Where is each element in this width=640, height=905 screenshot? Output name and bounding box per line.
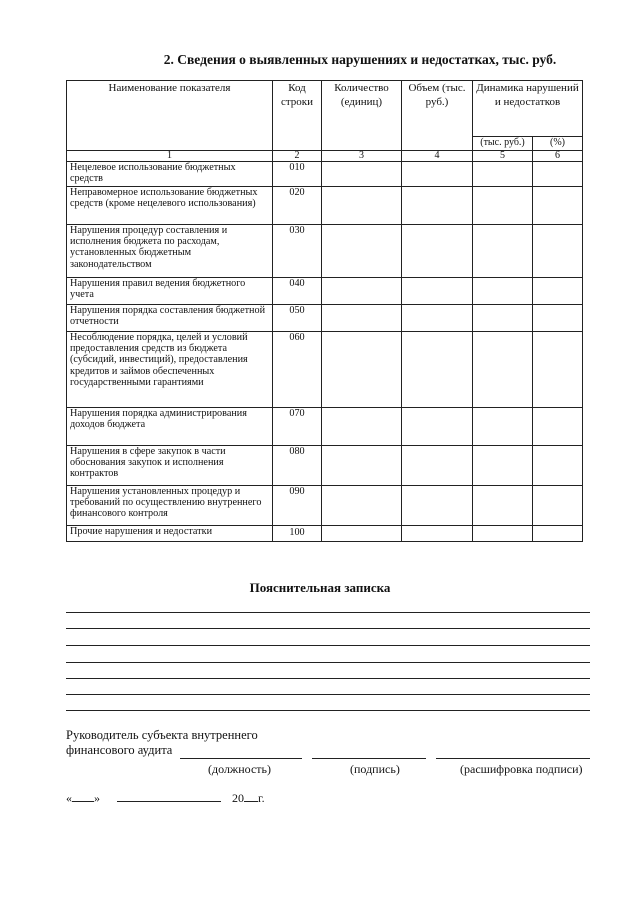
row-name: Нарушения порядка составления бюджетной отчетности [67, 305, 273, 332]
header-quantity: Количество (единиц) [322, 81, 402, 151]
header-name: Наименование показателя [67, 81, 273, 151]
cell-volume[interactable] [402, 187, 473, 225]
signature-title-line2: финансового аудита [66, 743, 173, 757]
column-number: 3 [322, 151, 402, 162]
caption-decoding: (расшифровка подписи) [460, 762, 583, 776]
cell-dyn-percent[interactable] [533, 332, 583, 408]
column-number: 6 [533, 151, 583, 162]
cell-dyn-percent[interactable] [533, 408, 583, 446]
cell-dyn-percent[interactable] [533, 187, 583, 225]
row-name: Нарушения порядка администрирования доходов бюджета [67, 408, 273, 446]
cell-dyn-thousand[interactable] [473, 332, 533, 408]
cell-dyn-thousand[interactable] [473, 408, 533, 446]
note-line[interactable] [66, 612, 590, 613]
note-line[interactable] [66, 678, 590, 679]
row-code: 030 [273, 225, 322, 278]
cell-volume[interactable] [402, 446, 473, 486]
column-number: 5 [473, 151, 533, 162]
note-line[interactable] [66, 710, 590, 711]
cell-volume[interactable] [402, 526, 473, 542]
row-name: Неправомерное использование бюджетных средств (кроме нецелевого использования) [67, 187, 273, 225]
signature-title-line1: Руководитель субъекта внутреннего [66, 728, 258, 742]
cell-volume[interactable] [402, 408, 473, 446]
date-open-quote: « [66, 791, 72, 805]
row-name: Несоблюдение порядка, целей и условий предоставления средств из бюджета (субсидий, инвестиций), предоставления кредитов и займов обеспеченных государственными гарантиями [67, 332, 273, 408]
cell-quantity[interactable] [322, 187, 402, 225]
row-name: Нарушения процедур составления и исполнения бюджета по расходам, установленных бюджетным законодательством [67, 225, 273, 278]
row-name: Нарушения в сфере закупок в части обоснования закупок и исполнения контрактов [67, 446, 273, 486]
cell-quantity[interactable] [322, 305, 402, 332]
note-line[interactable] [66, 662, 590, 663]
cell-quantity[interactable] [322, 526, 402, 542]
cell-quantity[interactable] [322, 486, 402, 526]
header-dyn-thousand: (тыс. руб.) [473, 137, 533, 151]
date-close-quote: » [94, 791, 100, 805]
cell-dyn-thousand[interactable] [473, 162, 533, 187]
table-row [67, 408, 583, 446]
cell-dyn-percent[interactable] [533, 446, 583, 486]
cell-dyn-thousand[interactable] [473, 526, 533, 542]
row-code: 040 [273, 278, 322, 305]
cell-dyn-thousand[interactable] [473, 305, 533, 332]
row-code: 010 [273, 162, 322, 187]
cell-volume[interactable] [402, 278, 473, 305]
table-row [67, 305, 583, 332]
date-day-blank[interactable] [72, 791, 94, 802]
header-row [67, 81, 583, 137]
header-dyn-percent: (%) [533, 137, 583, 151]
note-line[interactable] [66, 628, 590, 629]
cell-quantity[interactable] [322, 278, 402, 305]
violations-table [66, 80, 583, 542]
cell-dyn-percent[interactable] [533, 486, 583, 526]
note-line[interactable] [66, 694, 590, 695]
cell-dyn-thousand[interactable] [473, 486, 533, 526]
row-code: 070 [273, 408, 322, 446]
cell-volume[interactable] [402, 225, 473, 278]
row-code: 080 [273, 446, 322, 486]
date-year-blank[interactable] [244, 791, 258, 802]
cell-dyn-percent[interactable] [533, 526, 583, 542]
table-row [67, 332, 583, 408]
row-name: Нарушения правил ведения бюджетного учета [67, 278, 273, 305]
column-number-row [67, 151, 583, 162]
column-number: 2 [273, 151, 322, 162]
cell-quantity[interactable] [322, 332, 402, 408]
cell-dyn-percent[interactable] [533, 278, 583, 305]
row-name: Прочие нарушения и недостатки [67, 526, 273, 542]
date-century: 20 [232, 791, 244, 805]
cell-volume[interactable] [402, 332, 473, 408]
cell-dyn-thousand[interactable] [473, 187, 533, 225]
table-row [67, 225, 583, 278]
cell-volume[interactable] [402, 486, 473, 526]
cell-dyn-thousand[interactable] [473, 225, 533, 278]
cell-dyn-thousand[interactable] [473, 278, 533, 305]
cell-dyn-percent[interactable] [533, 162, 583, 187]
header-dynamics: Динамика нарушений и недостатков [473, 81, 583, 137]
position-line[interactable] [180, 758, 302, 759]
table-row [67, 526, 583, 542]
table-row [67, 486, 583, 526]
cell-quantity[interactable] [322, 225, 402, 278]
row-code: 100 [273, 526, 322, 542]
caption-signature: (подпись) [350, 762, 400, 776]
note-line[interactable] [66, 645, 590, 646]
date-block [66, 791, 265, 806]
decoding-line[interactable] [436, 758, 590, 759]
cell-quantity[interactable] [322, 408, 402, 446]
cell-dyn-percent[interactable] [533, 225, 583, 278]
row-name: Нарушения установленных процедур и требований по осуществлению внутреннего финансового контроля [67, 486, 273, 526]
signature-line[interactable] [312, 758, 426, 759]
row-code: 090 [273, 486, 322, 526]
row-name: Нецелевое использование бюджетных средств [67, 162, 273, 187]
cell-quantity[interactable] [322, 446, 402, 486]
section-title: 2. Сведения о выявленных нарушениях и недостатках, тыс. руб. [163, 52, 557, 67]
cell-dyn-thousand[interactable] [473, 446, 533, 486]
cell-dyn-percent[interactable] [533, 305, 583, 332]
table-row [67, 278, 583, 305]
column-number: 1 [67, 151, 273, 162]
header-code: Код строки [273, 81, 322, 151]
header-volume: Объем (тыс. руб.) [402, 81, 473, 151]
table-row [67, 446, 583, 486]
signature-block [66, 728, 258, 758]
cell-volume[interactable] [402, 162, 473, 187]
column-number: 4 [402, 151, 473, 162]
date-month-blank[interactable] [117, 791, 221, 802]
table-row [67, 187, 583, 225]
table-row [67, 162, 583, 187]
cell-volume[interactable] [402, 305, 473, 332]
row-code: 020 [273, 187, 322, 225]
row-code: 050 [273, 305, 322, 332]
row-code: 060 [273, 332, 322, 408]
caption-position: (должность) [208, 762, 271, 776]
explanatory-note-title: Пояснительная записка [249, 580, 391, 595]
cell-quantity[interactable] [322, 162, 402, 187]
date-year-suffix: г. [258, 791, 265, 805]
